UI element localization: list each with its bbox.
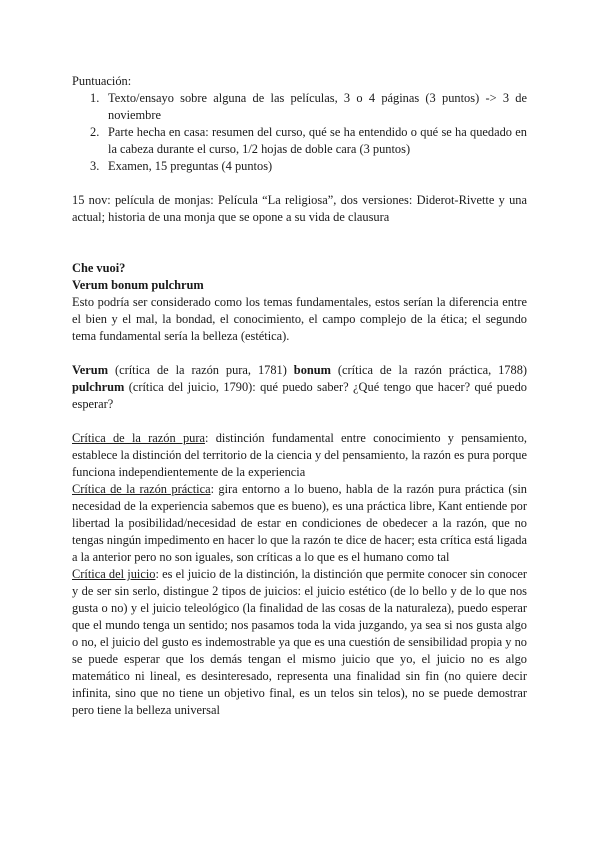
- document-page: [72, 73, 527, 719]
- critique-pura-paragraph: [72, 430, 527, 481]
- critique-practica-text: : gira entorno a lo bueno, habla de la razón pura práctica (sin necesidad de la experiencia sabemos que es bueno), es una práctica libre, Kant entiende por libertad la posibilidad/necesidad de estar en condiciones de obedecer a la razón, que no tengas ningún impedimento en hacer lo que la razón te dice de hacer; esta crítica está ligada a la anterior pero no son iguales, son críticas a lo que es el humano como tal: [72, 482, 527, 564]
- section-subtitle-text: Verum bonum pulchrum: [72, 278, 204, 292]
- list-item-text: Examen, 15 preguntas (4 puntos): [108, 159, 273, 173]
- critique-juicio-text: : es el juicio de la distinción, la distinción que permite conocer sin conocer y de ser sin serlo, distingue 2 tipos de juicios: el juicio estético (de lo bello y de lo que nos gusta o no) y el juicio teleológico (la finalidad de las cosas de la naturaleza), puedo esperar que el mundo tenga un sentido; nos pasamos toda la vida juzgando, ya sea si nos gusta algo o no, el juicio del gusto es indemostrable ya que es una cuestión de sensibilidad propia y no se puede esperar que los demás tengan el mismo juicio que yo, el juicio no es algo matemático ni lineal, es desinteresado, representa una finalidad sin fin (no quiere decir infinita, sino que no tiene un objetivo final, es un telos sin telos), no se puede demostrar pero tiene la belleza universal: [72, 567, 527, 717]
- critique-juicio-paragraph: [72, 566, 527, 719]
- list-item: [72, 124, 527, 158]
- spacer: [72, 413, 527, 430]
- triad-paragraph: [72, 362, 527, 413]
- intro-paragraph: Esto podría ser considerado como los temas fundamentales, estos serían la diferencia entre el bien y el mal, la bondad, el conocimiento, el campo complejo de la ética; el segundo tema fundamental sería la belleza (estética).: [72, 295, 527, 343]
- puntuacion-list: [72, 90, 527, 175]
- list-item-number: 1.: [90, 91, 100, 105]
- pulchrum-text: (crítica del juicio, 1790): qué puedo saber? ¿Qué tengo que hacer? qué puedo esperar?: [72, 380, 527, 411]
- section-subtitle: [72, 277, 527, 294]
- critique-practica-paragraph: [72, 481, 527, 566]
- bonum-word: bonum: [293, 363, 331, 377]
- critique-pura-title: Crítica de la razón pura: [72, 431, 205, 445]
- nov-note-paragraph: 15 nov: película de monjas: Película “La religiosa”, dos versiones: Diderot-Rivette y una actual; historia de una monja que se opone a su vida de clausura: [72, 193, 527, 224]
- critique-pura-text: : distinción fundamental entre conocimiento y pensamiento, establece la distinción del territorio de la ciencia y del pensamiento, la razón es pura porque funciona independientemente de la experiencia: [72, 431, 527, 479]
- list-item-text: Parte hecha en casa: resumen del curso, qué se ha entendido o qué se ha quedado en la cabeza durante el curso, 1/2 hojas de doble cara (3 puntos): [108, 125, 527, 156]
- pulchrum-word: pulchrum: [72, 380, 125, 394]
- list-item: [72, 90, 527, 124]
- list-item-number: 2.: [90, 125, 100, 139]
- critique-practica-title: Crítica de la razón práctica: [72, 482, 211, 496]
- verum-text: (crítica de la razón pura, 1781): [108, 363, 294, 377]
- puntuacion-heading: Puntuación:: [72, 74, 132, 88]
- critique-juicio-title: Crítica del juicio: [72, 567, 156, 581]
- spacer: [72, 345, 527, 362]
- spacer: [72, 226, 527, 260]
- list-item: [72, 158, 527, 175]
- list-item-text: Texto/ensayo sobre alguna de las películas, 3 o 4 páginas (3 puntos) -> 3 de noviembre: [108, 91, 527, 122]
- bonum-text: (crítica de la razón práctica, 1788): [331, 363, 528, 377]
- section-title-text: Che vuoi?: [72, 261, 126, 275]
- list-item-number: 3.: [90, 159, 100, 173]
- verum-word: Verum: [72, 363, 109, 377]
- spacer: [72, 175, 527, 192]
- section-title: [72, 260, 527, 277]
